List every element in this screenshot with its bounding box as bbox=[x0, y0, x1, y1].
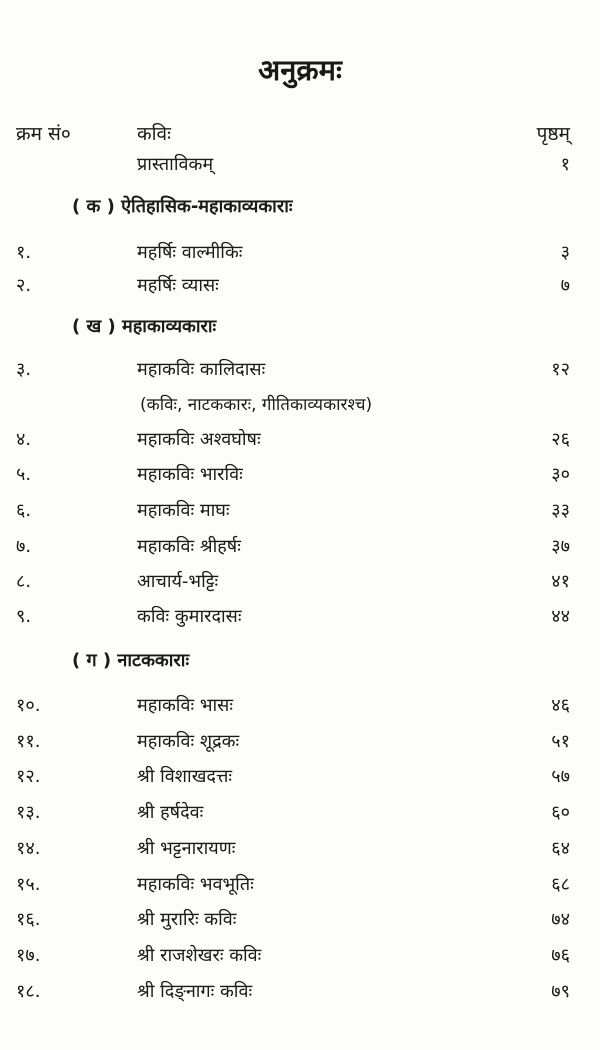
toc-row bbox=[0, 907, 600, 937]
entry-number: १४. bbox=[16, 838, 41, 859]
entry-number: ५. bbox=[16, 464, 32, 485]
entry-title: महाकविः शूद्रकः bbox=[137, 731, 240, 752]
entry-page: ७९ bbox=[551, 981, 570, 1002]
entry-title: महाकविः भवभूतिः bbox=[137, 874, 254, 895]
entry-page: ४१ bbox=[551, 571, 570, 592]
entry-page: ६८ bbox=[551, 874, 570, 895]
toc-row bbox=[0, 764, 600, 794]
entry-title: श्री राजशेखरः कविः bbox=[137, 945, 262, 966]
section-heading-ka bbox=[0, 194, 600, 224]
toc-row bbox=[0, 836, 600, 866]
entry-number: ७. bbox=[16, 536, 32, 557]
toc-row bbox=[0, 729, 600, 759]
entry-number: १०. bbox=[16, 695, 41, 716]
entry-title: श्री दिङ्नागः कविः bbox=[137, 981, 253, 1002]
entry-number: २. bbox=[16, 275, 32, 296]
toc-row bbox=[0, 979, 600, 1009]
section-label: ( क ) ऐतिहासिक-महाकाव्यकाराः bbox=[72, 196, 293, 217]
column-header-poet: कविः bbox=[137, 123, 171, 145]
toc-row bbox=[0, 498, 600, 528]
entry-title: श्री मुरारिः कविः bbox=[137, 909, 237, 930]
entry-title: प्रास्ताविकम् bbox=[137, 154, 214, 175]
entry-title: श्री हर्षदेवः bbox=[137, 802, 204, 823]
entry-page: ३३ bbox=[551, 500, 570, 521]
entry-title: महाकविः श्रीहर्षः bbox=[137, 536, 241, 557]
toc-row bbox=[0, 569, 600, 599]
entry-title: आचार्य-भट्टिः bbox=[137, 571, 219, 592]
entry-page: १ bbox=[560, 154, 570, 175]
entry-note: (कविः, नाटककारः, गीतिकाव्यकारश्च) bbox=[140, 395, 373, 415]
entry-number: १२. bbox=[16, 766, 41, 787]
entry-page: ३० bbox=[551, 464, 570, 485]
entry-number: १३. bbox=[16, 802, 41, 823]
entry-page: ७६ bbox=[551, 945, 570, 966]
toc-row bbox=[0, 273, 600, 303]
entry-number: ३. bbox=[16, 359, 32, 380]
entry-page: ७४ bbox=[551, 909, 570, 930]
entry-number: ६. bbox=[16, 500, 32, 521]
entry-page: ६४ bbox=[551, 838, 570, 859]
toc-row bbox=[0, 462, 600, 492]
section-heading-kha bbox=[0, 314, 600, 344]
entry-title: महाकविः भासः bbox=[137, 695, 233, 716]
entry-title: महाकविः माघः bbox=[137, 500, 230, 521]
entry-title: महर्षिः वाल्मीकिः bbox=[137, 242, 243, 263]
toc-row bbox=[0, 872, 600, 902]
entry-number: ९. bbox=[16, 606, 32, 627]
toc-row bbox=[0, 943, 600, 973]
entry-title: कविः कुमारदासः bbox=[137, 606, 242, 627]
section-label: ( ग ) नाटककाराः bbox=[72, 650, 190, 671]
toc-row bbox=[0, 693, 600, 723]
entry-number: ४. bbox=[16, 429, 32, 450]
toc-row bbox=[0, 240, 600, 270]
entry-number: १७. bbox=[16, 945, 41, 966]
entry-number: १. bbox=[16, 242, 32, 263]
entry-title: श्री भट्टनारायणः bbox=[137, 838, 236, 859]
entry-page: ३७ bbox=[551, 536, 570, 557]
toc-row bbox=[0, 800, 600, 830]
entry-number: ८. bbox=[16, 571, 32, 592]
entry-number: १५. bbox=[16, 874, 41, 895]
page-title: अनुक्रमः bbox=[258, 53, 342, 87]
toc-row-intro bbox=[0, 152, 600, 182]
entry-page: ७ bbox=[560, 275, 570, 296]
entry-number: १६. bbox=[16, 909, 41, 930]
section-label: ( ख ) महाकाव्यकाराः bbox=[72, 316, 217, 337]
entry-number: १८. bbox=[16, 981, 41, 1002]
column-header-serial: क्रम सं० bbox=[16, 123, 71, 145]
entry-page: १२ bbox=[551, 359, 570, 380]
column-header-page: पृष्ठम् bbox=[536, 123, 570, 145]
entry-title: श्री विशाखदत्तः bbox=[137, 766, 233, 787]
entry-title: महाकविः अश्वघोषः bbox=[137, 429, 261, 450]
toc-row bbox=[0, 427, 600, 457]
entry-title: महाकविः कालिदासः bbox=[137, 359, 266, 380]
entry-page: ४६ bbox=[551, 695, 570, 716]
entry-title: महाकविः भारविः bbox=[137, 464, 243, 485]
toc-row-note bbox=[0, 392, 600, 422]
toc-row bbox=[0, 534, 600, 564]
entry-page: ३ bbox=[560, 242, 570, 263]
entry-page: ४४ bbox=[551, 606, 570, 627]
toc-row bbox=[0, 357, 600, 387]
section-heading-ga bbox=[0, 648, 600, 678]
entry-page: ५७ bbox=[551, 766, 570, 787]
entry-page: ५१ bbox=[551, 731, 570, 752]
entry-number: ११. bbox=[16, 731, 41, 752]
entry-title: महर्षिः व्यासः bbox=[137, 275, 219, 296]
entry-page: २६ bbox=[551, 429, 570, 450]
entry-page: ६० bbox=[551, 802, 570, 823]
toc-row bbox=[0, 604, 600, 634]
